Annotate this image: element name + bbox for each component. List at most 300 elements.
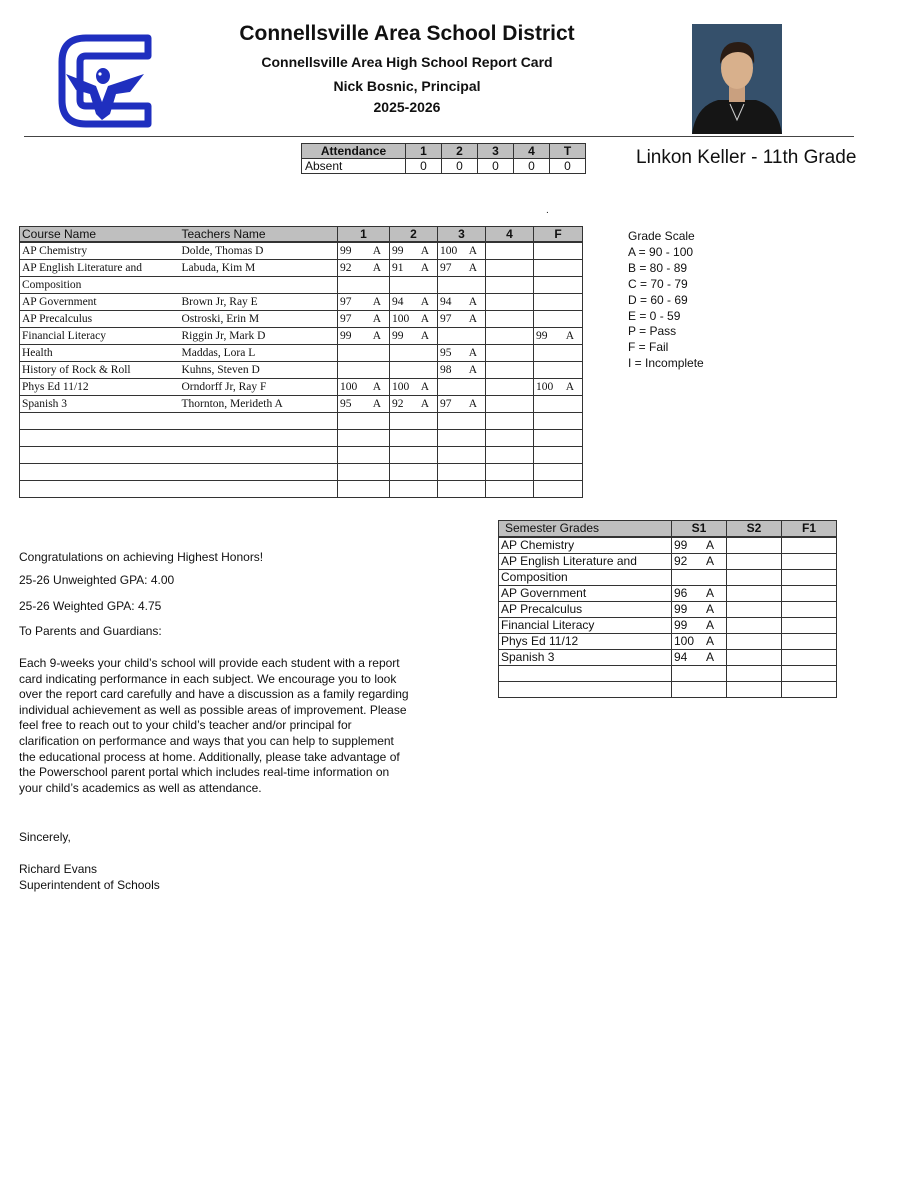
attendance-cell: 0 xyxy=(442,159,478,174)
table-row xyxy=(20,260,583,277)
course-name: Composition xyxy=(20,277,180,294)
grade-cell xyxy=(534,345,583,362)
grade-value xyxy=(392,379,435,395)
grade-letter: A xyxy=(705,650,714,664)
semester-f1 xyxy=(782,570,837,586)
semester-s1 xyxy=(672,634,727,650)
grade-letter: A xyxy=(372,330,381,342)
table-row xyxy=(20,396,583,413)
attendance-table xyxy=(301,143,586,174)
grade-value xyxy=(536,328,580,344)
semester-s2 xyxy=(727,537,782,554)
grade-cell xyxy=(438,447,486,464)
teacher-name: Thornton, Merideth A xyxy=(180,396,338,413)
grade-cell xyxy=(390,362,438,379)
grade-cell xyxy=(534,481,583,498)
grade-score: 94 xyxy=(674,650,688,664)
semester-grade-value xyxy=(674,634,724,649)
grade-letter: A xyxy=(420,313,429,325)
grade-letter: A xyxy=(468,296,477,308)
grade-cell xyxy=(390,413,438,430)
table-row xyxy=(20,481,583,498)
grade-cell xyxy=(534,413,583,430)
grade-cell xyxy=(338,362,390,379)
semester-grade-value xyxy=(674,586,724,601)
attendance-header-row xyxy=(302,144,586,159)
semester-s2 xyxy=(727,666,782,682)
grade-value xyxy=(392,396,435,412)
grade-cell xyxy=(438,242,486,260)
course-name: History of Rock & Roll xyxy=(20,362,180,379)
course-name xyxy=(20,481,180,498)
grade-cell xyxy=(390,294,438,311)
course-name: AP English Literature and xyxy=(20,260,180,277)
table-row xyxy=(20,277,583,294)
grade-cell xyxy=(338,447,390,464)
attendance-cell: 0 xyxy=(514,159,550,174)
principal-name: Nick Bosnic, Principal xyxy=(333,78,481,94)
grade-cell xyxy=(438,328,486,345)
grade-cell xyxy=(486,413,534,430)
grade-cell xyxy=(438,345,486,362)
semester-course: AP Chemistry xyxy=(499,537,672,554)
grade-value xyxy=(536,379,580,395)
grade-value xyxy=(440,362,483,378)
grade-cell xyxy=(534,464,583,481)
grade-score: 92 xyxy=(674,554,688,568)
semester-f1 xyxy=(782,682,837,698)
grade-letter: A xyxy=(372,245,381,257)
semester-s1 xyxy=(672,537,727,554)
grade-score: 98 xyxy=(440,364,452,376)
student-name: Linkon Keller - 11th Grade xyxy=(636,147,857,168)
course-name xyxy=(20,413,180,430)
grade-cell xyxy=(390,311,438,328)
quarter-header: 3 xyxy=(438,227,486,243)
semester-s2 xyxy=(727,570,782,586)
semester-s1 xyxy=(672,666,727,682)
semester-f1 xyxy=(782,602,837,618)
grade-cell xyxy=(338,311,390,328)
grade-cell xyxy=(534,294,583,311)
teacher-name xyxy=(180,464,338,481)
grade-score: 100 xyxy=(392,381,410,393)
teacher-name: Orndorff Jr, Ray F xyxy=(180,379,338,396)
grade-cell xyxy=(390,242,438,260)
semester-s2 xyxy=(727,618,782,634)
semester-course: AP English Literature and xyxy=(499,554,672,570)
teacher-name xyxy=(180,413,338,430)
grade-cell xyxy=(390,345,438,362)
teacher-name: Labuda, Kim M xyxy=(180,260,338,277)
grade-score: 97 xyxy=(340,296,352,308)
grade-cell xyxy=(438,396,486,413)
attendance-header: T xyxy=(550,144,586,159)
letter-body: Each 9-weeks your child’s school will provide each student with a report card indicating performance in each subject. We encourage you to look over the report card carefully and have a discussion as a family regarding individual achievement as well as possible areas of improvement. Please feel free to reach out to your child’s teacher and/or principal for clarification on performance and ways that you can help to supplement the educational process at home. Additionally, please take advantage of the Powerschool parent portal which includes real-time information on your child’s academics as well as attendance. xyxy=(19,656,409,795)
grade-value xyxy=(392,294,435,310)
grade-cell xyxy=(486,242,534,260)
grade-letter: A xyxy=(705,538,714,552)
table-row xyxy=(499,602,837,618)
semester-grades-header: Semester Grades xyxy=(499,521,672,538)
grade-cell xyxy=(486,362,534,379)
report-title: Connellsville Area High School Report Card xyxy=(261,54,553,70)
table-row xyxy=(20,345,583,362)
attendance-header: 4 xyxy=(514,144,550,159)
teacher-name: Ostroski, Erin M xyxy=(180,311,338,328)
grade-value xyxy=(340,243,387,259)
semester-f1 xyxy=(782,554,837,570)
grade-value xyxy=(440,311,483,327)
grade-cell xyxy=(486,311,534,328)
semester-course xyxy=(499,682,672,698)
table-row xyxy=(20,379,583,396)
teacher-name: Kuhns, Steven D xyxy=(180,362,338,379)
grade-cell xyxy=(534,277,583,294)
table-row xyxy=(499,666,837,682)
grade-letter: A xyxy=(420,381,429,393)
eagle-c-logo-icon xyxy=(56,30,154,132)
table-row xyxy=(499,537,837,554)
grade-cell xyxy=(338,328,390,345)
attendance-cell: 0 xyxy=(478,159,514,174)
unweighted-gpa: 25-26 Unweighted GPA: 4.00 xyxy=(19,573,175,587)
grade-letter: A xyxy=(420,330,429,342)
teacher-name xyxy=(180,430,338,447)
grade-scale-item: A = 90 - 100 xyxy=(628,244,694,259)
grade-score: 97 xyxy=(440,398,452,410)
semester-course: AP Precalculus xyxy=(499,602,672,618)
grade-cell xyxy=(390,379,438,396)
grade-score: 91 xyxy=(392,262,404,274)
table-row xyxy=(20,311,583,328)
grade-letter: A xyxy=(372,398,381,410)
grade-value xyxy=(392,328,435,344)
quarter-header: 2 xyxy=(390,227,438,243)
course-name-header: Course Name xyxy=(20,227,180,243)
grade-cell xyxy=(534,396,583,413)
grade-cell xyxy=(486,277,534,294)
semester-course xyxy=(499,666,672,682)
grade-score: 95 xyxy=(440,347,452,359)
grade-cell xyxy=(438,311,486,328)
semester-course: Financial Literacy xyxy=(499,618,672,634)
semester-s1 xyxy=(672,586,727,602)
semester-col-header: S2 xyxy=(727,521,782,538)
grade-value xyxy=(340,396,387,412)
table-row xyxy=(20,430,583,447)
grade-cell xyxy=(486,328,534,345)
course-name: AP Chemistry xyxy=(20,242,180,260)
semester-f1 xyxy=(782,634,837,650)
semester-f1 xyxy=(782,618,837,634)
semester-header-row xyxy=(499,521,837,538)
grade-scale-item: E = 0 - 59 xyxy=(628,308,681,323)
grade-letter: A xyxy=(372,296,381,308)
grade-letter: A xyxy=(565,330,574,342)
grade-score: 99 xyxy=(340,330,352,342)
table-row xyxy=(20,464,583,481)
grade-cell xyxy=(338,379,390,396)
semester-f1 xyxy=(782,650,837,666)
semester-grade-value xyxy=(674,618,724,633)
grade-value xyxy=(392,311,435,327)
table-row xyxy=(20,242,583,260)
grade-score: 96 xyxy=(674,586,688,600)
grade-letter: A xyxy=(705,618,714,632)
grade-cell xyxy=(338,260,390,277)
grade-cell xyxy=(438,464,486,481)
school-year: 2025-2026 xyxy=(373,99,441,115)
grade-score: 100 xyxy=(674,634,695,648)
grade-cell xyxy=(338,277,390,294)
grade-letter: A xyxy=(468,398,477,410)
grade-cell xyxy=(390,447,438,464)
grade-score: 99 xyxy=(392,330,404,342)
course-name: Financial Literacy xyxy=(20,328,180,345)
grade-cell xyxy=(390,277,438,294)
semester-s1 xyxy=(672,650,727,666)
grade-cell xyxy=(534,260,583,277)
course-name: Spanish 3 xyxy=(20,396,180,413)
grade-score: 99 xyxy=(340,245,352,257)
grade-letter: A xyxy=(705,554,714,568)
course-name xyxy=(20,447,180,464)
course-name: AP Precalculus xyxy=(20,311,180,328)
semester-s1 xyxy=(672,602,727,618)
semester-grade-value xyxy=(674,602,724,617)
grade-score: 100 xyxy=(536,381,554,393)
attendance-row xyxy=(302,159,586,174)
grade-cell xyxy=(438,481,486,498)
grade-cell xyxy=(438,413,486,430)
grade-cell xyxy=(534,447,583,464)
attendance-header: 3 xyxy=(478,144,514,159)
grade-cell xyxy=(438,430,486,447)
semester-f1 xyxy=(782,537,837,554)
grade-scale-item: D = 60 - 69 xyxy=(628,292,688,307)
grade-value xyxy=(440,345,483,361)
course-name: Phys Ed 11/12 xyxy=(20,379,180,396)
grade-letter: A xyxy=(372,262,381,274)
grade-value xyxy=(440,260,483,276)
attendance-label: Absent xyxy=(302,159,406,174)
grades-header-row xyxy=(20,227,583,243)
grade-scale-item: I = Incomplete xyxy=(628,356,704,371)
grade-cell xyxy=(338,430,390,447)
semester-course: Composition xyxy=(499,570,672,586)
grade-scale-title: Grade Scale xyxy=(628,229,695,243)
attendance-header: 2 xyxy=(442,144,478,159)
semester-grades-table xyxy=(498,520,837,698)
grade-cell xyxy=(486,260,534,277)
grade-score: 100 xyxy=(340,381,358,393)
grade-value xyxy=(340,294,387,310)
semester-course: AP Government xyxy=(499,586,672,602)
grade-cell xyxy=(338,242,390,260)
semester-s2 xyxy=(727,602,782,618)
semester-s1 xyxy=(672,570,727,586)
semester-s2 xyxy=(727,586,782,602)
grade-letter: A xyxy=(468,364,477,376)
quarter-header: 1 xyxy=(338,227,390,243)
semester-s2 xyxy=(727,650,782,666)
grade-letter: A xyxy=(372,313,381,325)
grade-cell xyxy=(534,311,583,328)
course-name xyxy=(20,464,180,481)
grade-score: 92 xyxy=(392,398,404,410)
table-row xyxy=(499,554,837,570)
grade-score: 100 xyxy=(392,313,410,325)
grade-cell xyxy=(438,362,486,379)
teacher-name xyxy=(180,481,338,498)
grade-score: 95 xyxy=(340,398,352,410)
grade-cell xyxy=(338,481,390,498)
grade-cell xyxy=(486,379,534,396)
grade-scale-item: F = Fail xyxy=(628,340,669,355)
course-name: Health xyxy=(20,345,180,362)
grade-score: 94 xyxy=(392,296,404,308)
grade-scale-item: P = Pass xyxy=(628,324,677,339)
grade-cell xyxy=(534,379,583,396)
teacher-name xyxy=(180,447,338,464)
semester-course: Phys Ed 11/12 xyxy=(499,634,672,650)
semester-grade-value xyxy=(674,554,724,569)
district-name: Connellsville Area School District xyxy=(239,22,575,45)
grade-letter: A xyxy=(468,347,477,359)
signer-title: Superintendent of Schools xyxy=(19,878,160,892)
grade-cell xyxy=(390,260,438,277)
grade-score: 99 xyxy=(392,245,404,257)
grade-cell xyxy=(534,242,583,260)
grade-cell xyxy=(338,396,390,413)
grade-score: 100 xyxy=(440,245,458,257)
grade-letter: A xyxy=(705,634,714,648)
semester-f1 xyxy=(782,586,837,602)
table-row xyxy=(20,362,583,379)
teacher-name: Dolde, Thomas D xyxy=(180,242,338,260)
grade-cell xyxy=(390,328,438,345)
attendance-header: 1 xyxy=(406,144,442,159)
grade-letter: A xyxy=(372,381,381,393)
grade-letter: A xyxy=(468,245,477,257)
grade-cell xyxy=(438,379,486,396)
grade-letter: A xyxy=(468,262,477,274)
table-row xyxy=(499,634,837,650)
semester-s1 xyxy=(672,682,727,698)
grade-value xyxy=(340,379,387,395)
grade-score: 97 xyxy=(440,313,452,325)
grade-letter: A xyxy=(705,586,714,600)
table-row xyxy=(499,570,837,586)
grade-letter: A xyxy=(420,296,429,308)
attendance-header: Attendance xyxy=(302,144,406,159)
signer-name: Richard Evans xyxy=(19,862,98,876)
letter-closing: Sincerely, xyxy=(19,830,71,844)
semester-grade-value xyxy=(674,650,724,665)
grade-cell xyxy=(338,294,390,311)
final-header: F xyxy=(534,227,583,243)
semester-s1 xyxy=(672,554,727,570)
grade-score: 97 xyxy=(340,313,352,325)
letter-salutation: To Parents and Guardians: xyxy=(19,624,162,638)
semester-f1 xyxy=(782,666,837,682)
grade-cell xyxy=(390,464,438,481)
grade-cell xyxy=(338,464,390,481)
teacher-name: Riggin Jr, Mark D xyxy=(180,328,338,345)
grade-cell xyxy=(438,277,486,294)
grade-score: 99 xyxy=(536,330,548,342)
grade-cell xyxy=(486,294,534,311)
grade-score: 94 xyxy=(440,296,452,308)
grade-cell xyxy=(486,345,534,362)
grade-cell xyxy=(390,396,438,413)
grade-value xyxy=(392,260,435,276)
grade-letter: A xyxy=(420,398,429,410)
attendance-cell: 0 xyxy=(550,159,586,174)
grade-score: 99 xyxy=(674,538,688,552)
stray-mark: . xyxy=(546,205,549,216)
grade-value xyxy=(392,243,435,259)
grade-cell xyxy=(486,430,534,447)
quarter-header: 4 xyxy=(486,227,534,243)
grade-cell xyxy=(390,481,438,498)
grade-value xyxy=(340,260,387,276)
grade-cell xyxy=(534,362,583,379)
grade-scale xyxy=(628,229,704,372)
weighted-gpa: 25-26 Weighted GPA: 4.75 xyxy=(19,599,162,613)
grade-cell xyxy=(338,345,390,362)
grade-cell xyxy=(486,396,534,413)
grade-cell xyxy=(534,430,583,447)
teacher-name: Maddas, Lora L xyxy=(180,345,338,362)
semester-col-header: S1 xyxy=(672,521,727,538)
student-photo xyxy=(692,24,782,134)
grade-scale-item: C = 70 - 79 xyxy=(628,276,688,291)
semester-s1 xyxy=(672,618,727,634)
attendance-cell: 0 xyxy=(406,159,442,174)
semester-s2 xyxy=(727,682,782,698)
grade-score: 99 xyxy=(674,602,688,616)
header-divider xyxy=(24,136,854,137)
grade-value xyxy=(340,328,387,344)
grade-letter: A xyxy=(468,313,477,325)
grades-table xyxy=(19,226,583,498)
grade-cell xyxy=(438,294,486,311)
grade-score: 97 xyxy=(440,262,452,274)
grade-cell xyxy=(486,447,534,464)
table-row xyxy=(20,294,583,311)
grade-cell xyxy=(486,481,534,498)
grade-value xyxy=(440,396,483,412)
teacher-name-header: Teachers Name xyxy=(180,227,338,243)
grade-letter: A xyxy=(565,381,574,393)
semester-grade-value xyxy=(674,538,724,553)
grade-value xyxy=(340,311,387,327)
teacher-name: Brown Jr, Ray E xyxy=(180,294,338,311)
course-name xyxy=(20,430,180,447)
table-row xyxy=(499,650,837,666)
grade-value xyxy=(440,243,483,259)
grade-value xyxy=(440,294,483,310)
semester-s2 xyxy=(727,554,782,570)
table-row xyxy=(499,586,837,602)
grade-cell xyxy=(438,260,486,277)
table-row xyxy=(20,328,583,345)
semester-s2 xyxy=(727,634,782,650)
grade-cell xyxy=(338,413,390,430)
course-name: AP Government xyxy=(20,294,180,311)
